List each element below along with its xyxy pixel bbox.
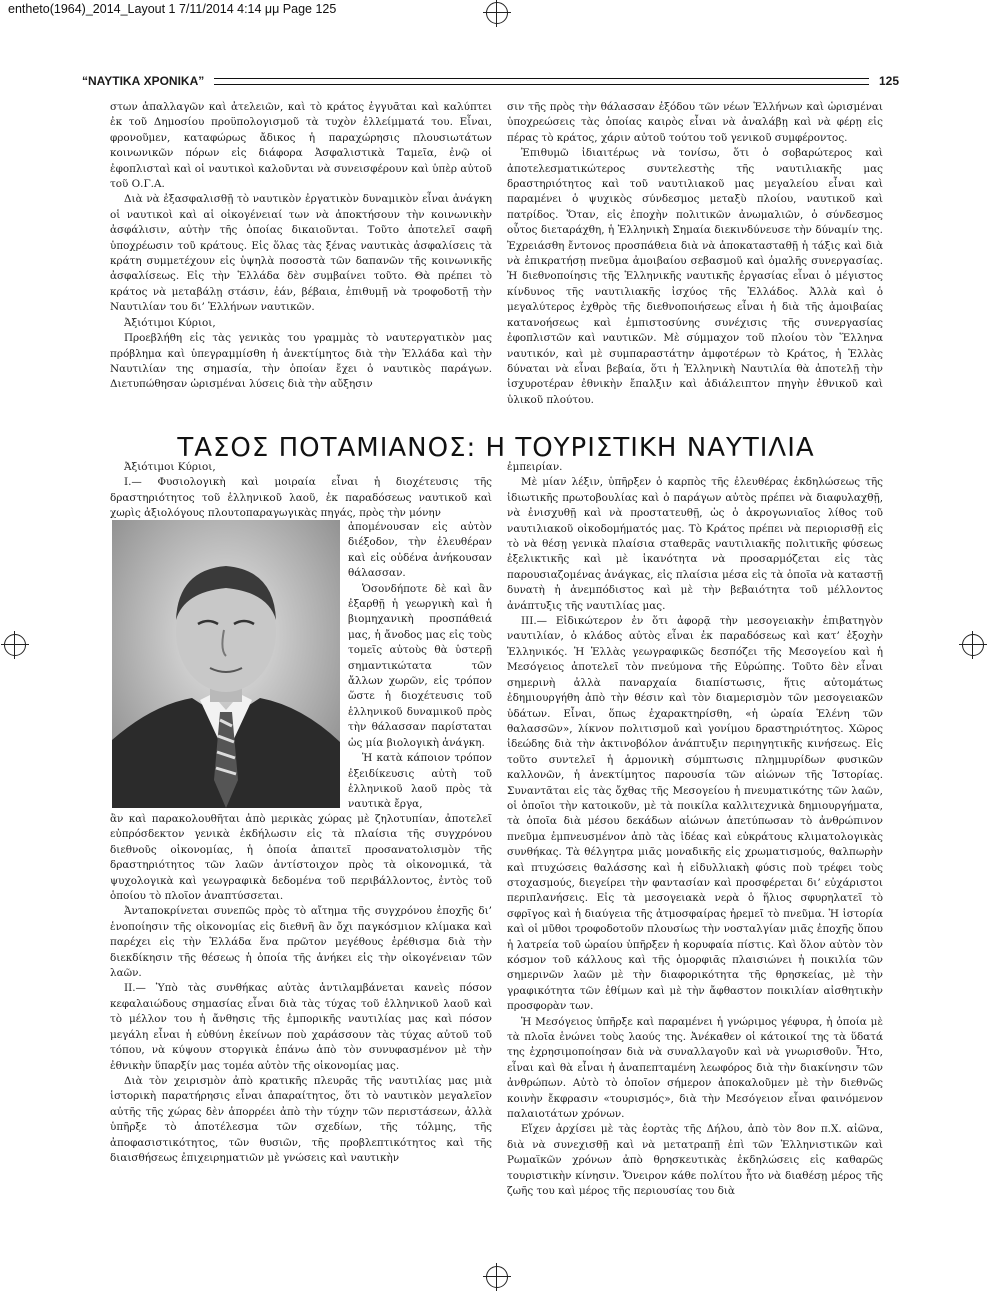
paragraph: στων ἀπαλλαγῶν καὶ ἀτελειῶν, καὶ τὸ κράτος ἐγγυᾶται καὶ καλύπτει ἐκ τοῦ Δημοσίου προϋπολογισμοῦ τὰ τυχὸν ἐλλείμματά του. Εἶναι, φρονοῦμεν, καταφώρως ἄδικος ἡ παραχώρησις πλουσιωτάτων κοινωνικῶν πόρων εἰς διάφορα Ἀσφαλιστικὰ Ταμεῖα, ἐνῷ οἱ ἐφοπλισταὶ καὶ οἱ ναυτικοὶ καλοῦνται νὰ συνεισφέρουν καὶ ὑπὲρ αὐτοῦ τοῦ Ο.Γ.Α. [110, 101, 492, 191]
paragraph: Ἐπιθυμῶ ἰδιαιτέρως νὰ τονίσω, ὅτι ὁ σοβαρώτερος καὶ ἀποτελεσματικώτερος συντελεστὴς τῆς ναυτιλιακῆς μας δραστηριότητος καὶ τοῦ ναυτιλιακοῦ μας μεγαλείου εἶναι καὶ παραμένει ὁ ψυχικὸς σύνδεσμος μεταξὺ πλοίου, ναυτικοῦ καὶ πατρίδος. Ὅταν, εἰς ἐποχὴν πολιτικῶν ἀνωμαλιῶν, ὁ σύνδεσμος οὗτος διεταράχθη, ἡ Ἑλληνικὴ Σημαία διεκινδύνευσε τὴν δύναμίν της. Ἐχρειάσθη ἔντονος προσπάθεια διὰ νὰ ἀποκατασταθῇ ἡ τάξις καὶ διὰ νὰ ἐπικρατήσῃ πνεῦμα ἀμοιβαίου σεβασμοῦ καὶ ὁμαλῆς συνεργασίας. Ἡ διεθνοποίησις τῆς Ἑλληνικῆς ναυτικῆς ἐργασίας εἶναι ὁ μέγιστος κίνδυνος τῆς ναυτιλιακῆς ἰσχύος τῆς Ἑλλάδος. Ἀλλὰ καὶ ὁ μεγαλύτερος ἐχθρὸς τῆς διεθνοποιήσεως εἶναι ἡ διὰ τῆς ἀμοιβαίας κατανοήσεως καὶ ἐμπιστοσύνης συνέχισις τῆς συνεργασίας ἐφοπλιστῶν καὶ ναυτικῶν. Μὲ σύμμαχον τοῦ πλοίου τὸν Ἕλληνα ναυτικόν, καὶ μὲ συμπαραστάτην ἀμφοτέρων τὸ Κράτος, ἡ Ἑλλὰς δύναται νὰ εἶναι βεβαία, ὅτι ἡ Ἑλληνικὴ Ναυτιλία θὰ ἀποτελῇ τὴν ἰσχυροτέραν ἐθνικὴν ἔπαλξιν καὶ ἀδιάλειπτον πηγὴν ἐθνικοῦ καὶ ὑλικοῦ πλούτου. [507, 147, 883, 406]
journal-title: “ΝΑΥΤΙΚΑ ΧΡΟΝΙΚΑ” [82, 74, 205, 88]
column-top-left [110, 100, 492, 430]
registration-mark-icon [486, 1266, 508, 1288]
registration-mark-icon [4, 634, 26, 656]
paragraph: Προεβλήθη εἰς τὰς γενικὰς του γραμμὰς τὸ ναυτεργατικὸν μας πρόβλημα καὶ ὑπεγραμμίσθη ἡ ἀνεκτίμητος διὰ τὴν Ἑλλάδα καὶ τὴν Ναυτιλίαν της σημασία, τὴν ὁποίαν ἔχει ὁ ναυτικὸς παράγων. Διετυπώθησαν ὡρισμέναι λύσεις διὰ τὴν αὔξησιν [110, 332, 492, 391]
paragraph: Ἡ κατὰ κάποιον τρόπον ἐξειδίκευσις αὐτὴ τοῦ ἑλληνικοῦ λαοῦ πρὸς τὰ ναυτικὰ ἔργα, [348, 752, 492, 811]
running-header [82, 72, 899, 90]
paragraph: ἀπομένουσαν εἰς αὐτὸν διέξοδον, τὴν ἐλευθέραν καὶ εἰς οὐδένα ἀνήκουσαν θάλασσαν. [348, 521, 492, 580]
paragraph: Ἀνταποκρίνεται συνεπῶς πρὸς τὸ αἴτημα τῆς συγχρόνου ἐποχῆς δι’ ἑνοποίησιν τῆς οἰκονομίας εἰς διεθνῆ ἂν ὄχι παγκόσμιον κλίμακα καὶ παρέχει εἰς τὴν Ἑλλάδα ἕνα πρῶτον μεγέθους ἐρέθισμα διὰ τὴν διεκδίκησιν τῆς θέσεως ἡ ὁποία τῆς ἀνήκει εἰς τὴν οἰκογένειαν τῶν λαῶν. [110, 905, 492, 980]
header-rule [214, 78, 869, 85]
paragraph: σιν τῆς πρὸς τὴν θάλασσαν ἐξόδου τῶν νέων Ἑλλήνων καὶ ὡρισμέναι ὑποχρεώσεις τὰς ὁποίας καιρὸς εἶναι νὰ ἀναλάβῃ καὶ νὰ φέρῃ εἰς πέρας τὸ κράτος, χάριν αὐτοῦ τούτου τοῦ γενικοῦ συμφέροντος. [507, 101, 883, 144]
paragraph: Ὁσονδήποτε δὲ καὶ ἂν ἐξαρθῇ ἡ γεωργικὴ καὶ ἡ βιομηχανικὴ προσπάθειά μας, ἡ ἄνοδος μας εἰς τοὺς τομεῖς αὐτοὺς θὰ ὑστερῇ σημαντικώτατα τῶν ἄλλων χωρῶν, εἰς τρόπον ὥστε ἡ διοχέτευσις τοῦ ἑλληνικοῦ δυναμικοῦ πρὸς τὴν θάλασσαν παρίσταται ὡς μία βιολογικὴ ἀνάγκη. [348, 582, 492, 749]
paragraph: Διὰ νὰ ἐξασφαλισθῇ τὸ ναυτικὸν ἐργατικὸν δυναμικὸν εἶναι ἀνάγκη οἱ ναυτικοὶ καὶ αἱ οἰκογένειαί των νὰ ἀποκτήσουν τὴν κοινωνικὴν ἀσφάλισιν, αὐτὴν τῆς ὁποίας δικαιοῦνται. Τοῦτο ἀποτελεῖ σαφῆ ὑποχρέωσιν τοῦ κράτους. Εἰς ὅλας τὰς ξένας ναυτικὰς ἀσφαλίσεις τὰ κράτη συμμετέχουν εἰς ὑψηλὰ ποσοστὰ τῶν δαπανῶν τῆς κοινωνικῆς ἀσφαλίσεως. Εἰς τὴν Ἑλλάδα δὲν συμβαίνει τοῦτο. Θὰ πρέπει τὸ κράτος νὰ μεταβάλῃ στάσιν, ἐάν, βέβαια, ἐπιθυμῇ νὰ τροφοδοτῇ τὴν Ναυτιλίαν του δι’ Ἑλλήνων ναυτικῶν. [110, 193, 492, 314]
print-slug: entheto(1964)_2014_Layout 1 7/11/2014 4:14 μμ Page 125 [8, 2, 337, 16]
paragraph: ἐμπειρίαν. [507, 461, 563, 473]
paragraph: Εἴχεν ἀρχίσει μὲ τὰς ἑορτὰς τῆς Δήλου, ἀπὸ τὸν 8ον π.Χ. αἰῶνα, διὰ νὰ συνεχισθῇ καὶ νὰ μετατραπῇ ἐπὶ τῶν Ἑλληνιστικῶν καὶ Ρωμαϊκῶν χρόνων ἀπὸ θρησκευτικὰς ἐκδηλώσεις εἰς καθαρῶς τουριστικὴν κίνησιν. Ὄνειρον κάθε πολίτου ἦτο νὰ διαθέσῃ μέρος τῆς ζωῆς του καὶ μέρος τῆς περιουσίας του διὰ [507, 1123, 883, 1198]
paragraph: ἂν καὶ παρακολουθῆται ἀπὸ μερικὰς χώρας μὲ ζηλοτυπίαν, ἀποτελεῖ εὐπρόσδεκτον γενικὰ ἐκδήλωσιν εἰς τὰ πλαίσια τῆς συγχρόνου διεθνοῦς οἰκονομίας, ἡ ὁποία ἀπαιτεῖ προσανατολισμὸν τῆς δραστηριότητος τῶν λαῶν ἀντίστοιχον πρὸς τὰ οἰκονομικά, τὰ ψυχολογικὰ καὶ γεωγραφικὰ δεδομένα τοῦ περιβάλλοντος, ἐντὸς τοῦ ὁποίου τὸ πλοῖον ἀναπτύσσεται. [110, 813, 492, 903]
paragraph: ΙΙ.— Ὑπὸ τὰς συνθήκας αὐτὰς ἀντιλαμβάνεται κανεὶς πόσον κεφαλαιώδους σημασίας εἶναι διὰ τὰς τύχας τοῦ ἑλληνικοῦ λαοῦ καὶ τὸ μέλλον του ἡ ἄνθησις τῆς ἐμπορικῆς ναυτιλίας μας καὶ πόσον μεγάλη εἶναι ἡ εὐθύνη ἐκείνων ποὺ χαράσσουν τὰς τύχας αὐτοῦ τοῦ τόπου, νὰ κύψουν στοργικὰ ἐπάνω ἀπὸ τὸν συνυφασμένον μὲ τὴν ἐθνικὴν ὕπαρξίν μας τομέα αὐτὸν τῆς οἰκονομίας μας. [110, 982, 492, 1072]
portrait-photo [112, 520, 340, 808]
article-headline: ΤΑΣΟΣ ΠΟΤΑΜΙΑΝΟΣ: Η ΤΟΥΡΙΣΤΙΚΗ ΝΑΥΤΙΛΙΑ [177, 433, 815, 463]
registration-mark-icon [962, 634, 984, 656]
column-top-right [507, 100, 883, 430]
page-number: 125 [878, 74, 899, 88]
column-bottom-left-top [110, 460, 492, 520]
paragraph: Ι.— Φυσιολογικὴ καὶ μοιραία εἶναι ἡ διοχέτευσις τῆς δραστηριότητος τοῦ ἑλληνικοῦ λαοῦ, ἐκ παραδόσεως ναυτικοῦ καὶ χωρὶς ἀξιολόγους πλουτοπαραγωγικὰς πηγάς, πρὸς τὴν μόνην [110, 476, 492, 520]
column-bottom-right [507, 460, 883, 1198]
paragraph: Διὰ τὸν χειρισμὸν ἀπὸ κρατικῆς πλευρᾶς τῆς ναυτιλίας μας μιὰ ἱστορικὴ παρατήρησις εἶναι ἀπαραίτητος, ὅτι τὸ ναυτικὸν μεγαλεῖον αὐτῆς τῆς χώρας δὲν ἀπορρέει ἀπὸ τὴν τύχην τῶν περιστάσεων, ἀλλὰ ὑπῆρξε τὸ ἀποτέλεσμα τῶν σχεδίων, τῆς τόλμης, τῆς ἀποφασιστικότητος, τῶν θυσιῶν, τῆς προβλεπτικότητος καὶ τῆς διαισθήσεως ἐπιχειρηματιῶν μὲ γνώσεις καὶ ναυτικὴν [110, 1074, 492, 1164]
column-bottom-left [110, 812, 492, 1202]
paragraph: Μὲ μίαν λέξιν, ὑπῆρξεν ὁ καρπὸς τῆς ἐλευθέρας ἐκδηλώσεως τῆς ἰδιωτικῆς πρωτοβουλίας καὶ ὁ παράγων αὐτὸς πρέπει νὰ διαφυλαχθῇ, νὰ ἐνισχυθῇ καὶ νὰ προστατευθῇ, ὡς ὁ ἀκρογωνιαῖος λίθος τοῦ ναυτιλιακοῦ οἰκοδομήματός μας. Τὸ Κράτος πρέπει νὰ περιορισθῇ εἰς τὸ νὰ θέσῃ γενικὰ πλαίσια σταθερᾶς ναυτιλιακῆς πολιτικῆς φύσεως ἐξελικτικῆς καὶ μὲ ἱκανότητα νὰ προσαρμόζεται εἰς τὰς παρουσιαζομένας ἀνάγκας, εἰς πλαίσια μέσα εἰς τὰ ὁποῖα νὰ καταστῇ δυνατὴ ἡ ἀνεμπόδιστος καὶ μὲ τὴν βεβαιότητα τοῦ μέλλοντος ἀνάπτυξις τῆς ναυτιλίας μας. [507, 476, 883, 612]
paragraph: ΙΙΙ.— Εἰδικώτερον ἐν ὅτι ἀφορᾷ τὴν μεσογειακὴν ἐπιβατηγὸν ναυτιλίαν, ὁ κλάδος αὐτὸς εἶναι ἐκ παραδόσεως καὶ κατ’ ἐξοχὴν Ἑλληνικός. Ἡ Ἑλλὰς γεωγραφικῶς δεσπόζει τῆς Μεσογείου καὶ ἡ Μεσόγειος ἀποτελεῖ τὸν πνεύμονα τῆς Εὐρώπης. Τοῦτο δὲν εἶναι σημερινὴ ἀλλὰ παναρχαία διαπίστωσις, ἥτις αὐτομάτως ἐδημιουργήθη ἀπὸ τὴν θέσιν καὶ τὸν διαμερισμὸν τῶν μεσογειακῶν ὑδάτων. Εἶναι, ὅπως ἐχαρακτηρίσθη, «ἡ ὡραία Ἑλένη τῶν θαλασσῶν», λίκνον πολιτισμοῦ καὶ γονίμου δραστηριότητος. Χῶρος ἰδεώδης διὰ τὴν ἀκτινοβόλον ἀνάπτυξιν περιηγητικῆς κινήσεως. Εἰς τοῦτο συντελεῖ ἡ ἁρμονικὴ σύμπτωσις πλημμυρίδων φυσικῶν καλλονῶν, ἡ ἀνεκτίμητος παρουσία τῶν αἰώνων τῆς Ἱστορίας. Συναντᾶται εἰς τὰς ὄχθας τῆς Μεσογείου ἡ πνευματικότης τῶν λαῶν, οἱ ὁποῖοι τὴν κατοικοῦν, μὲ τὰ ποικίλα καλλιτεχνικὰ δημιουργήματα, τὰ ὁποῖα διὰ μέσου δεκάδων αἰώνων ἀπετύπωσαν τὸ ἀνθρώπινον πνεῦμα ἐμπνευσμένον ἀπὸ τὰς ἰδέας καὶ εὐκράτους κλιματολογικὰς συνθήκας. Τὰ θέλγητρα μιᾶς μοναδικῆς εἰς χρωματισμούς, θαλπωρὴν καὶ πτυχώσεις θαλάσσης καὶ ἡ εἰδυλλιακὴ φύσις ποὺ τρέφει τοὺς στοχασμούς, διεγείρει τὴν φαντασίαν καὶ προσφέρεται δι’ εὐχάριστοι περιπλανήσεις. Εἰς τὰ μεσογειακὰ νερὰ ὁ ἥλιος σφυρηλατεῖ τὸ σφρῖγος καὶ ἡ διαύγεια τῆς ἀτμοσφαίρας ἠρεμεῖ τὸ πνεῦμα. Ἡ ἱστορία καὶ οἱ μῦθοι τροφοδοτοῦν πλουσίως τὴν νοσταλγίαν μιᾶς ἐποχῆς ὅπου ἡ λατρεία τοῦ ὡραίου ὑπῆρξεν ἡ κορυφαία πίστις. Καὶ ὅλον αὐτὸν τὸν κόσμον τοῦ κάλλους καὶ τῆς ὁμορφιᾶς πλαισιώνει ἡ ποικιλία τῶν σημερινῶν λαῶν μὲ τὴν διαφορικότητα τῆς θρησκείας, μὲ τὴν γραφικότητα τῶν ἐθίμων καὶ μὲ τὴν ἄφθαστον ποικιλίαν αἰσθητικὴν προσφορὰν των. [507, 615, 883, 1013]
column-beside-photo [348, 520, 492, 810]
paragraph: Ἡ Μεσόγειος ὑπῆρξε καὶ παραμένει ἡ γνώριμος γέφυρα, ἡ ὁποία μὲ τὰ πλοῖα ἑνώνει τοὺς λαούς της. Ἀνέκαθεν οἱ κάτοικοί της τὰ ὕδατά της ἐχρησιμοποίησαν διὰ νὰ συναλλαγοῦν καὶ νὰ γνωρισθοῦν. Ἦτο, εἶναι καὶ θὰ εἶναι ἡ ἀναπεπταμένη λεωφόρος διὰ τὴν διακίνησιν τῶν ἀνθρώπων. Αὐτὸ τὸ ὁποῖον σήμερον ἀποκαλοῦμεν μὲ τὴν διεθνῶς κοινὴν ἔκφρασιν «τουρισμός», διὰ τὴν Μεσόγειον εἶναι φαινόμενον παλαιοτάτων χρόνων. [507, 1015, 883, 1121]
registration-mark-icon [486, 2, 508, 24]
paragraph: Ἀξιότιμοι Κύριοι, [124, 316, 216, 329]
paragraph: Ἀξιότιμοι Κύριοι, [124, 461, 216, 473]
